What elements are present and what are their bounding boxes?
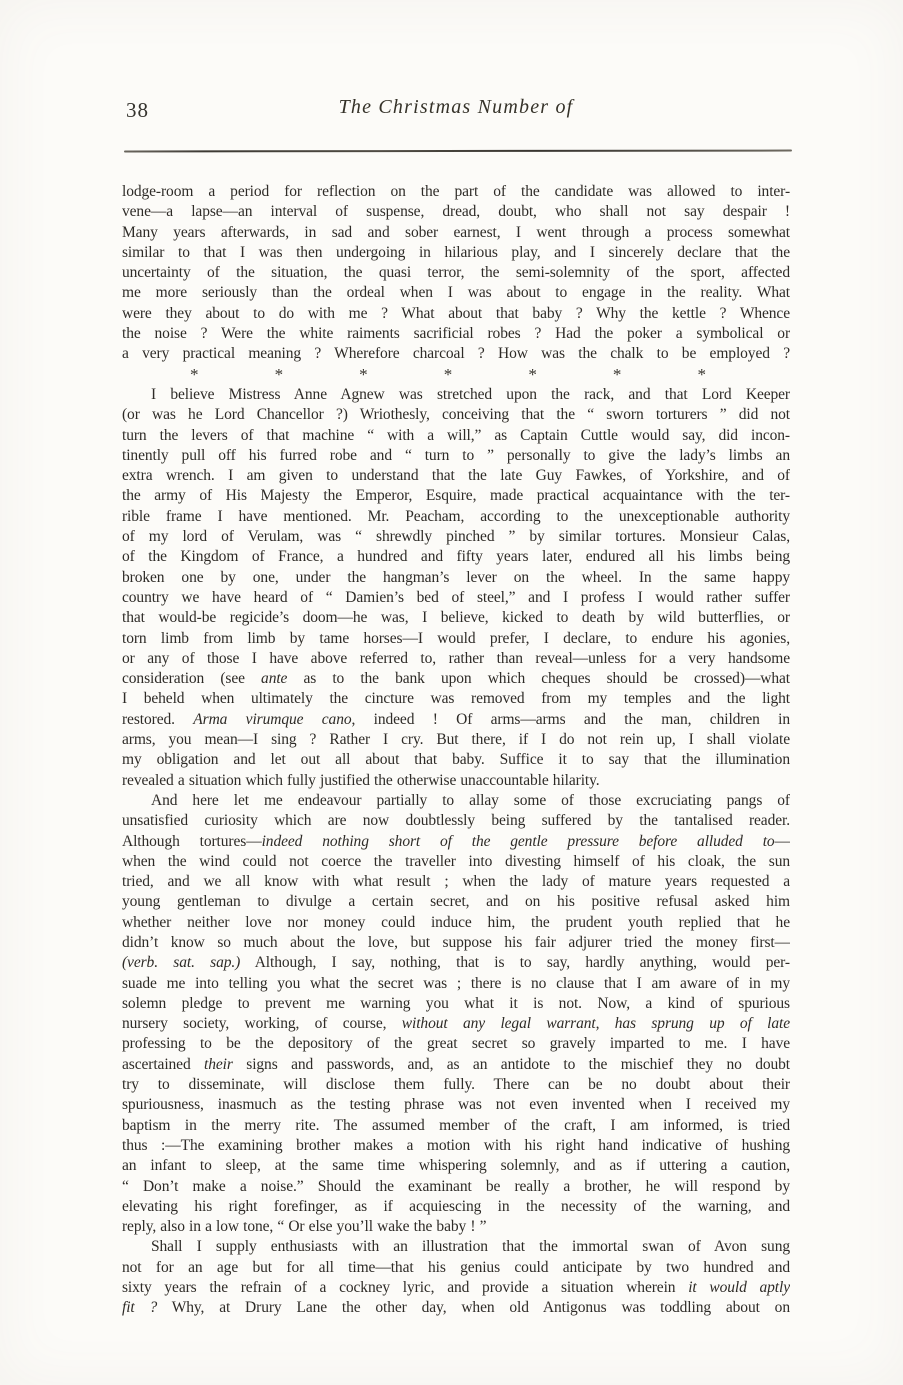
text-line: [122, 730, 790, 750]
text-line: [122, 1237, 790, 1257]
text-segment: indeed nothing short of the gentle pressure before alluded to: [261, 832, 775, 850]
text-segment: I believe Mistress Anne Agnew was stretched upon the rack, and that Lord Keeper: [151, 385, 790, 403]
text-segment: reply, also in a low tone, “ Or else you’ll wake the baby ! ”: [122, 1218, 487, 1236]
text-line: [122, 1177, 790, 1197]
text-segment: didn’t know so much about the love, but suppose his fair adjurer tried the money first—: [122, 933, 790, 951]
text-line: [122, 1095, 790, 1115]
text-line: [122, 1034, 790, 1054]
page-number: 38: [126, 98, 149, 122]
text-line: [122, 832, 790, 852]
text-line: [122, 304, 790, 324]
text-line: [122, 1075, 790, 1095]
text-segment: Why, at Drury Lane the other day, when old Antigonus was toddling about on: [157, 1299, 790, 1317]
paragraph: [122, 182, 790, 365]
text-line: [122, 669, 790, 689]
text-line: [122, 689, 790, 709]
text-segment: tinently pull off his furred robe and “ turn to ” personally to give the lady’s limbs an: [122, 446, 790, 464]
text-line: [122, 324, 790, 344]
text-segment: broken one by one, under the hangman’s lever on the wheel. In the same happy: [122, 568, 790, 586]
asterisk-glyph: *: [274, 364, 284, 384]
paragraph: [122, 1237, 790, 1318]
text-segment: extra wrench. I am given to understand that the late Guy Fawkes, of Yorkshire, and of: [122, 467, 790, 485]
text-line: [122, 1278, 790, 1298]
paragraph: [122, 791, 790, 1238]
asterisk-separator: [190, 365, 706, 385]
asterisk-glyph: *: [697, 364, 706, 384]
text-segment: —: [774, 832, 790, 850]
text-line: [122, 953, 790, 973]
text-segment: , indeed ! Of arms—arms and the man, children in: [351, 710, 790, 728]
text-segment: similar to that I was then undergoing in hilarious play, and I sincerely declare that the: [122, 243, 790, 261]
asterisk-glyph: *: [443, 364, 453, 384]
text-segment: or any of those I have above referred to, rather than reveal—unless for a very handsome: [122, 649, 790, 667]
asterisk-glyph: *: [190, 364, 199, 384]
text-segment: revealed a situation which fully justified the otherwise unaccountable hilarity.: [122, 771, 600, 789]
header-rule: [124, 150, 792, 153]
text-segment: Arma virumque cano: [193, 710, 352, 728]
text-segment: Although tortures—: [122, 832, 262, 850]
text-line: [122, 527, 790, 547]
text-segment: of the Kingdom of France, a hundred and fifty years later, endured all his limbs being: [122, 548, 790, 566]
text-segment: I beheld when ultimately the cincture was removed from my temples and the light: [122, 690, 790, 708]
text-segment: unsatisfied curiosity which are now doubtlessly being suffered by the tantalised reader.: [122, 812, 790, 830]
text-line: [122, 933, 790, 953]
text-line: [122, 223, 790, 243]
text-segment: their: [204, 1055, 233, 1073]
text-segment: an infant to sleep, at the same time whispering solemnly, and as if uttering a caution,: [122, 1157, 790, 1175]
text-segment: Although, I say, nothing, that is to say, hardly anything, would per-: [240, 954, 790, 972]
text-line: [122, 750, 790, 770]
running-title: The Christmas Number of: [338, 96, 574, 118]
text-line: [122, 852, 790, 872]
text-segment: (verb. sat. sap.): [122, 954, 241, 972]
text-segment: rible frame I have mentioned. Mr. Peacham, according to the unexceptionable authority: [122, 507, 790, 525]
text-segment: young gentleman to divulge a certain secret, and on his positive refusal asked him: [122, 893, 790, 911]
text-segment: fit ?: [122, 1299, 158, 1317]
text-segment: (or was he Lord Chancellor ?) Wriothesly, conceiving that the “ sworn torturers ” did not: [122, 406, 790, 424]
asterisk-glyph: *: [612, 364, 622, 384]
text-segment: a very practical meaning ? Wherefore charcoal ? How was the chalk to be employed ?: [122, 345, 790, 363]
text-line: [122, 202, 790, 222]
text-line: [122, 872, 790, 892]
text-segment: not for an age but for all time—that his genius could anticipate by two hundred and: [122, 1258, 790, 1276]
text-segment: ascertained: [122, 1055, 205, 1073]
text-segment: And here let me endeavour partially to allay some of those excruciating pangs of: [151, 791, 790, 809]
text-segment: spuriousness, inasmuch as the testing phrase was not even invented when I received my: [122, 1096, 790, 1114]
text-segment: professing to be the depository of the great secret so gravely imparted to me. I have: [122, 1035, 790, 1053]
text-segment: as to the bank upon which cheques should be crossed)—what: [287, 670, 790, 688]
text-line: [122, 1136, 790, 1156]
text-line: [122, 283, 790, 303]
text-segment: country we have heard of “ Damien’s bed of steel,” and I profess I would rather suffer: [122, 588, 790, 606]
text-line: [122, 446, 790, 466]
text-line: [122, 1055, 790, 1075]
text-segment: me more seriously than the ordeal when I was about to engage in the reality. What: [122, 284, 790, 302]
text-segment: were they about to do with me ? What about that baby ? Why the kettle ? Whence: [122, 304, 790, 322]
text-line: [122, 486, 790, 506]
text-line: [122, 649, 790, 669]
text-line: [122, 385, 790, 405]
text-line: [122, 811, 790, 831]
text-column: [122, 182, 790, 1319]
text-line: [122, 588, 790, 608]
text-line: [122, 1217, 790, 1237]
text-line: [122, 405, 790, 425]
text-segment: thus :—The examining brother makes a motion with his right hand indicative of hushing: [122, 1136, 790, 1154]
text-line: [122, 243, 790, 263]
text-segment: that would-be regicide’s doom—he was, I believe, kicked to death by wild butterflies, or: [122, 609, 790, 627]
text-line: [122, 710, 790, 730]
text-segment: when the wind could not coerce the traveller into divesting himself of his cloak, the sun: [122, 852, 790, 870]
text-segment: baptism in the merry rite. The assumed member of the craft, I am informed, is tried: [122, 1116, 790, 1134]
text-segment: lodge-room a period for reflection on the part of the candidate was allowed to inter-: [122, 183, 790, 200]
asterisk-glyph: *: [359, 364, 368, 384]
text-line: [122, 771, 790, 791]
text-segment: Many years afterwards, in sad and sober earnest, I went through a process somewhat: [122, 223, 790, 241]
text-segment: solemn pledge to prevent me warning you what it is not. Now, a kind of spurious: [122, 994, 790, 1012]
text-line: [122, 568, 790, 588]
text-segment: the army of His Majesty the Emperor, Esquire, made practical acquaintance with the ter-: [122, 487, 790, 505]
text-line: [122, 1298, 790, 1318]
text-segment: restored.: [122, 710, 194, 728]
text-line: [122, 182, 790, 202]
text-segment: the noise ? Were the white raiments sacrificial robes ? Had the poker a symbolical or: [122, 325, 790, 343]
text-line: [122, 263, 790, 283]
text-line: [122, 1258, 790, 1278]
text-line: [122, 1014, 790, 1034]
text-segment: suade me into telling you what the secret was ; there is no clause that I am aware of in my: [122, 974, 790, 992]
text-segment: signs and passwords, and, as an antidote to the mischief they no doubt: [232, 1055, 790, 1073]
text-line: [122, 1116, 790, 1136]
text-segment: consideration (see: [122, 670, 262, 688]
text-line: [122, 547, 790, 567]
text-line: [122, 1197, 790, 1217]
text-line: [122, 913, 790, 933]
asterisk-glyph: *: [528, 364, 537, 384]
paragraph: [122, 385, 790, 791]
text-segment: Shall I supply enthusiasts with an illustration that the immortal swan of Avon sung: [151, 1238, 790, 1256]
text-segment: elevating his right forefinger, as if acquiescing in the necessity of the warning, and: [122, 1197, 790, 1215]
text-line: [122, 466, 790, 486]
text-segment: ante: [261, 670, 288, 688]
text-segment: torn limb from limb by tame horses—I would prefer, I declare, to endure his agonies,: [122, 629, 790, 647]
text-line: [122, 994, 790, 1014]
text-line: [122, 629, 790, 649]
text-line: [122, 791, 790, 811]
text-segment: try to disseminate, will disclose them fully. There can be no doubt about their: [122, 1076, 790, 1094]
text-segment: vene—a lapse—an interval of suspense, dread, doubt, who shall not say despair !: [122, 203, 790, 221]
text-line: [122, 344, 790, 364]
text-segment: nursery society, working, of course,: [122, 1015, 402, 1033]
text-segment: whether neither love nor money could induce him, the prudent youth replied that he: [122, 913, 790, 931]
text-segment: uncertainty of the situation, the quasi terror, the semi-solemnity of the sport, affected: [122, 264, 790, 282]
text-segment: my obligation and let out all about that baby. Suffice it to say that the illumination: [122, 751, 790, 769]
text-line: [122, 426, 790, 446]
text-line: [122, 974, 790, 994]
text-line: [122, 1156, 790, 1176]
text-segment: arms, you mean—I sing ? Rather I cry. But there, if I do not rein up, I shall violate: [122, 731, 790, 749]
page-header: [122, 96, 790, 126]
text-line: [122, 608, 790, 628]
text-segment: it would aptly: [688, 1279, 790, 1297]
text-line: [122, 507, 790, 527]
text-segment: “ Don’t make a noise.” Should the examinant be really a brother, he will respond by: [122, 1177, 790, 1195]
text-segment: sixty years the refrain of a cockney lyric, and provide a situation wherein: [122, 1279, 689, 1297]
text-segment: turn the levers of that machine “ with a will,” as Captain Cuttle would say, did incon-: [122, 426, 790, 444]
text-segment: without any legal warrant, has sprung up of late: [401, 1015, 790, 1033]
text-segment: tried, and we all know with what result ; when the lady of mature years requested a: [122, 873, 790, 891]
text-line: [122, 892, 790, 912]
text-segment: of my lord of Verulam, was “ shrewdly pinched ” by similar tortures. Monsieur Calas,: [122, 528, 790, 546]
